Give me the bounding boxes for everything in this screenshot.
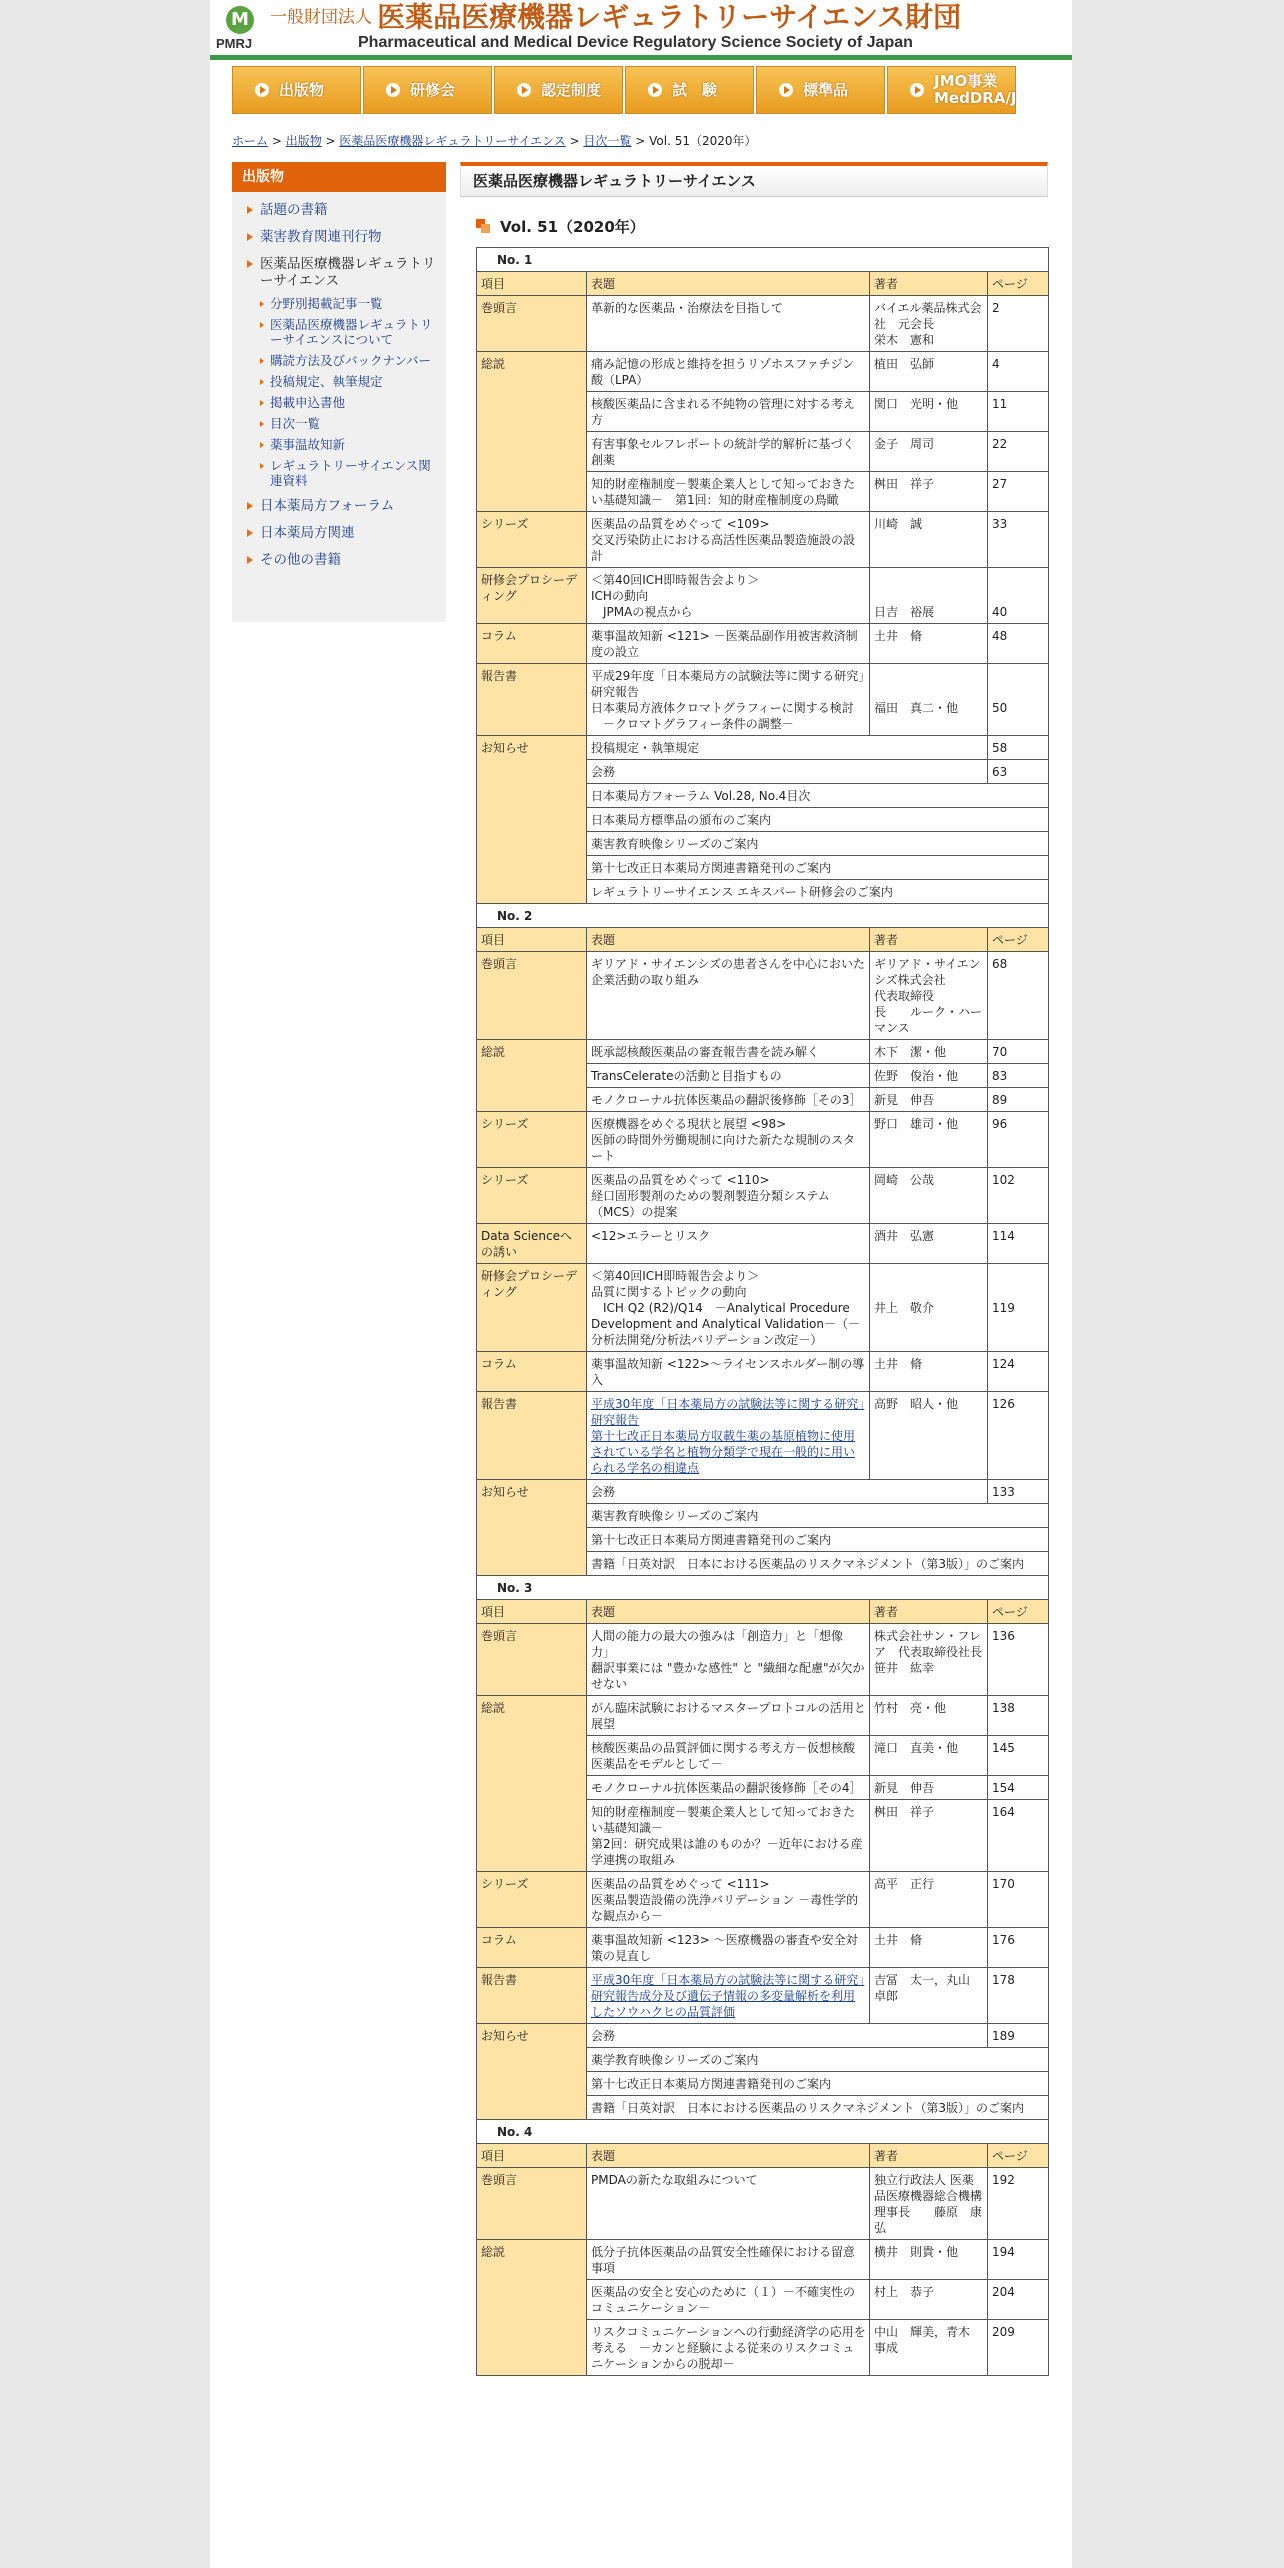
breadcrumb-link[interactable]: 医薬品医療機器レギュラトリーサイエンス	[339, 134, 566, 148]
title-cell	[587, 472, 870, 512]
page-cell: 178	[988, 1968, 1049, 2024]
breadcrumb-current: Vol. 51（2020年）	[649, 134, 757, 148]
article-title: ＜第40回ICH即時報告会より＞ ICHの動向 JPMAの視点から	[591, 573, 760, 619]
article-title: 日本薬局方標準品の頒布のご案内	[591, 813, 772, 827]
page-cell: 96	[988, 1112, 1049, 1168]
sidebar-subitem[interactable]: レギュラトリーサイエンス関連資料	[232, 458, 440, 488]
author-cell: 日吉 裕展	[870, 568, 988, 624]
heading-square-icon	[476, 219, 490, 233]
title-cell	[587, 1552, 1049, 1576]
article-title: 会務	[591, 765, 616, 779]
category-cell: コラム	[477, 1352, 587, 1392]
article-title: 核酸医薬品の品質評価に関する考え方－仮想核酸医薬品をモデルとして－	[591, 1741, 856, 1771]
article-title: 薬害教育映像シリーズのご案内	[591, 837, 759, 851]
title-cell	[587, 1504, 1049, 1528]
page-cell: 33	[988, 512, 1049, 568]
table-row	[477, 1872, 1049, 1928]
title-cell	[587, 1088, 870, 1112]
sidebar-title: 出版物	[232, 162, 446, 192]
org-name-jp	[270, 2, 961, 32]
title-cell	[587, 1776, 870, 1800]
page-cell: 4	[988, 352, 1049, 392]
category-cell: お知らせ	[477, 1480, 587, 1576]
column-header: 項目	[477, 272, 587, 296]
article-title: 平成29年度「日本薬局方の試験法等に関する研究」研究報告 日本薬局方液体クロマトグラフィーに関する検討 －クロマトグラフィー条件の調整－	[591, 669, 865, 731]
table-row	[477, 624, 1049, 664]
page-cell: 126	[988, 1392, 1049, 1480]
issue-label: No. 3	[477, 1576, 1049, 1600]
title-cell	[587, 1112, 870, 1168]
sidebar-subitem[interactable]: 薬事温故知新	[232, 437, 440, 452]
column-header: 表題	[587, 272, 870, 296]
org-prefix: 一般財団法人	[270, 7, 372, 28]
table-row	[477, 512, 1049, 568]
nav-button-0[interactable]	[232, 66, 361, 114]
article-title: 会務	[591, 2029, 616, 2043]
author-cell: バイエル薬品株式会社 元会長 栄木 憲和	[870, 296, 988, 352]
column-header: 著者	[870, 1600, 988, 1624]
page-cell: 114	[988, 1224, 1049, 1264]
title-cell	[587, 2240, 870, 2280]
title-cell	[587, 736, 988, 760]
article-title: 薬事温故知新 <121> －医薬品副作用被害救済制度の設立	[591, 629, 858, 659]
article-title: がん臨床試験におけるマスタープロトコルの活用と展望	[591, 1701, 866, 1731]
category-cell: 総説	[477, 352, 587, 512]
article-title: 医療機器をめぐる現状と展望 <98> 医師の時間外労働規制に向けた新たな規制のスタート	[591, 1117, 856, 1163]
table-row	[477, 664, 1049, 736]
sidebar-subitem[interactable]: 投稿規定、執筆規定	[232, 374, 440, 389]
article-title: 薬事温故知新 <123> ～医療機器の審査や安全対策の見直し	[591, 1933, 858, 1963]
author-cell: 吉冨 太一，丸山 卓郎	[870, 1968, 988, 2024]
issue-row	[477, 1576, 1049, 1600]
category-cell: コラム	[477, 1928, 587, 1968]
category-cell: シリーズ	[477, 1872, 587, 1928]
sidebar-subitem[interactable]: 目次一覧	[232, 416, 440, 431]
page-cell: 154	[988, 1776, 1049, 1800]
page-title: 医薬品医療機器レギュラトリーサイエンス	[460, 162, 1048, 197]
title-cell	[587, 880, 1049, 904]
nav-label: 出版物	[279, 80, 325, 99]
sidebar-subitem[interactable]: 掲載申込書他	[232, 395, 440, 410]
author-cell: 酒井 弘憲	[870, 1224, 988, 1264]
author-cell: 関口 光明・他	[870, 392, 988, 432]
title-cell	[587, 1968, 870, 2024]
issue-label: No. 1	[477, 248, 1049, 272]
org-name-main: 医薬品医療機器レギュラトリーサイエンス財団	[377, 0, 962, 34]
table-row	[477, 1168, 1049, 1224]
category-cell: 報告書	[477, 1968, 587, 2024]
header-row	[477, 272, 1049, 296]
article-title: 医薬品の品質をめぐって <110> 経口固形製剤のための製剤製造分類システム（MCS）の提案	[591, 1173, 830, 1219]
author-cell: 村上 恭子	[870, 2280, 988, 2320]
title-cell	[587, 760, 988, 784]
author-cell: 井上 敬介	[870, 1264, 988, 1352]
title-cell	[587, 512, 870, 568]
table-row	[477, 2024, 1049, 2048]
category-cell: 巻頭言	[477, 296, 587, 352]
table-row	[477, 1392, 1049, 1480]
page-cell: 70	[988, 1040, 1049, 1064]
category-cell: お知らせ	[477, 2024, 587, 2120]
title-cell	[587, 1064, 870, 1088]
category-cell: 報告書	[477, 664, 587, 736]
article-title: モノクローナル抗体医薬品の翻訳後修飾［その4］	[591, 1781, 862, 1795]
page-cell: 102	[988, 1168, 1049, 1224]
table-row	[477, 2168, 1049, 2240]
article-title: 第十七改正日本薬局方関連書籍発刊のご案内	[591, 861, 832, 875]
article-title: 投稿規定・執筆規定	[591, 741, 700, 755]
table-row	[477, 296, 1049, 352]
author-cell: 佐野 俊治・他	[870, 1064, 988, 1088]
article-title: 医薬品の品質をめぐって <111> 医薬品製造設備の洗浄バリデーション －毒性学的な観点から－	[591, 1877, 859, 1923]
main-nav	[232, 66, 1030, 116]
site-header	[210, 0, 1072, 58]
issue-label: No. 4	[477, 2120, 1049, 2144]
article-title: 薬学教育映像シリーズのご案内	[591, 2053, 759, 2067]
table-row	[477, 952, 1049, 1040]
column-header: 著者	[870, 928, 988, 952]
category-cell: シリーズ	[477, 1112, 587, 1168]
author-cell: 桝田 祥子	[870, 1800, 988, 1872]
header-divider	[210, 55, 1072, 60]
table-row	[477, 1352, 1049, 1392]
sidebar-item[interactable]: 医薬品医療機器レギュラトリーサイエンス	[232, 256, 440, 290]
issue-label: No. 2	[477, 904, 1049, 928]
title-cell	[587, 1736, 870, 1776]
issue-row	[477, 904, 1049, 928]
author-cell: 土井 脩	[870, 1352, 988, 1392]
breadcrumb-separator: >	[631, 134, 650, 148]
page-cell: 50	[988, 664, 1049, 736]
article-title: ギリアド・サイエンシズの患者さんを中心においた企業活動の取り組み	[591, 957, 866, 987]
title-cell	[587, 1392, 870, 1480]
header-row	[477, 1600, 1049, 1624]
table-row	[477, 352, 1049, 392]
page-cell: 48	[988, 624, 1049, 664]
title-cell	[587, 1168, 870, 1224]
page-cell: 133	[988, 1480, 1049, 1504]
breadcrumb-separator: >	[268, 134, 286, 148]
breadcrumb-link[interactable]: ホーム	[232, 134, 269, 148]
table-row	[477, 2240, 1049, 2280]
table-row	[477, 1696, 1049, 1736]
article-title: 人間の能力の最大の強みは「創造力」と「想像力」 翻訳事業には "豊かな感性" と "繊細な配慮"が欠かせない	[591, 1629, 865, 1691]
pmrj-logo[interactable]	[216, 6, 266, 52]
article-title: モノクローナル抗体医薬品の翻訳後修飾［その3］	[591, 1093, 862, 1107]
author-cell: 竹村 亮・他	[870, 1696, 988, 1736]
nav-arrow-icon	[648, 83, 662, 97]
title-cell	[587, 624, 870, 664]
category-cell: コラム	[477, 624, 587, 664]
title-cell	[587, 808, 1049, 832]
page-cell: 22	[988, 432, 1049, 472]
article-title: 核酸医薬品に含まれる不純物の管理に対する考え方	[591, 397, 856, 427]
article-title: 書籍「日英対訳 日本における医薬品のリスクマネジメント（第3版）」のご案内	[591, 2101, 1025, 2115]
page-cell: 119	[988, 1264, 1049, 1352]
page-cell: 63	[988, 760, 1049, 784]
author-cell: 岡崎 公哉	[870, 1168, 988, 1224]
sidebar-list	[232, 202, 446, 569]
nav-label: 認定制度	[541, 80, 602, 99]
title-cell	[587, 392, 870, 432]
table-row	[477, 568, 1049, 624]
title-cell	[587, 784, 1049, 808]
table-row	[477, 1112, 1049, 1168]
column-header: 項目	[477, 1600, 587, 1624]
title-cell	[587, 1696, 870, 1736]
page-cell: 204	[988, 2280, 1049, 2320]
nav-arrow-icon	[386, 83, 400, 97]
author-cell: 植田 弘師	[870, 352, 988, 392]
sidebar-subitem[interactable]: 購読方法及びバックナンバー	[232, 353, 440, 368]
page-cell: 209	[988, 2320, 1049, 2376]
title-cell	[587, 952, 870, 1040]
category-cell: 巻頭言	[477, 2168, 587, 2240]
title-cell	[587, 568, 870, 624]
page-cell: 124	[988, 1352, 1049, 1392]
title-cell	[587, 1624, 870, 1696]
category-cell: 総説	[477, 2240, 587, 2376]
breadcrumb-separator: >	[321, 134, 340, 148]
article-title: 日本薬局方フォーラム Vol.28, No.4目次	[591, 789, 811, 803]
nav-label: JMO事業 MedDRA/J	[934, 72, 1017, 107]
page-cell: 2	[988, 296, 1049, 352]
nav-arrow-icon	[779, 83, 793, 97]
logo-abbr: PMRJ	[216, 36, 253, 51]
column-header: ページ	[988, 928, 1049, 952]
logo-mark-icon: M	[226, 6, 254, 34]
author-cell: 高平 正行	[870, 1872, 988, 1928]
article-title: <12>エラーとリスク	[591, 1229, 711, 1243]
author-cell: 株式会社サン・フレア 代表取締役社長 笹井 紘幸	[870, 1624, 988, 1696]
category-cell: お知らせ	[477, 736, 587, 904]
page-cell: 58	[988, 736, 1049, 760]
page-cell: 89	[988, 1088, 1049, 1112]
issue-row	[477, 248, 1049, 272]
author-cell: 独立行政法人 医薬品医療機器総合機構 理事長 藤原 康弘	[870, 2168, 988, 2240]
column-header: 項目	[477, 928, 587, 952]
author-cell: 野口 雄司・他	[870, 1112, 988, 1168]
article-title: 有害事象セルフレポートの統計学的解析に基づく創薬	[591, 437, 855, 467]
article-link[interactable]: 平成30年度「日本薬局方の試験法等に関する研究」研究報告 第十七改正日本薬局方収載生薬の基原植物に使用されている学名と植物分類学で現在一般的に用いられる学名の相違点	[591, 1397, 865, 1475]
nav-label: 標準品	[803, 80, 849, 99]
page-cell: 11	[988, 392, 1049, 432]
nav-button-1[interactable]	[363, 66, 492, 114]
column-header: ページ	[988, 2144, 1049, 2168]
title-cell	[587, 664, 870, 736]
nav-arrow-icon	[910, 83, 924, 97]
column-header: 著者	[870, 2144, 988, 2168]
nav-label: 試 験	[672, 80, 718, 99]
title-cell	[587, 2048, 1049, 2072]
category-cell: シリーズ	[477, 1168, 587, 1224]
title-cell	[587, 1040, 870, 1064]
article-link[interactable]: 平成30年度「日本薬局方の試験法等に関する研究」研究報告成分及び遺伝子情報の多変量解析を利用したソウハクヒの品質評価	[591, 1973, 865, 2019]
author-cell: 土井 脩	[870, 1928, 988, 1968]
header-row	[477, 2144, 1049, 2168]
title-cell	[587, 1480, 988, 1504]
title-cell	[587, 1224, 870, 1264]
title-cell	[587, 296, 870, 352]
article-title: リスクコミュニケーションへの行動経済学の応用を考える －カンと経験による従来のリスクコミュニケーションからの脱却－	[591, 2325, 866, 2371]
table-row	[477, 1480, 1049, 1504]
page-cell: 83	[988, 1064, 1049, 1088]
sidebar-item[interactable]: 日本薬局方関連	[232, 525, 440, 542]
title-cell	[587, 2072, 1049, 2096]
breadcrumb-separator: >	[565, 134, 584, 148]
author-cell: 中山 輝美，青木 事成	[870, 2320, 988, 2376]
author-cell: 福田 真二・他	[870, 664, 988, 736]
column-header: 著者	[870, 272, 988, 296]
article-title: 第十七改正日本薬局方関連書籍発刊のご案内	[591, 1533, 832, 1547]
title-cell	[587, 1528, 1049, 1552]
article-title: TransCelerateの活動と目指すもの	[591, 1069, 782, 1083]
category-cell: Data Scienceへの誘い	[477, 1224, 587, 1264]
article-title: レギュラトリーサイエンス エキスパート研修会のご案内	[591, 885, 893, 899]
author-cell: 高野 昭人・他	[870, 1392, 988, 1480]
page-cell: 192	[988, 2168, 1049, 2240]
title-cell	[587, 1352, 870, 1392]
author-cell: 桝田 祥子	[870, 472, 988, 512]
author-cell: 新見 伸吾	[870, 1088, 988, 1112]
sidebar-subitem[interactable]: 分野別掲載記事一覧	[232, 296, 440, 311]
table-row	[477, 1968, 1049, 2024]
author-cell: 横井 則貴・他	[870, 2240, 988, 2280]
column-header: 項目	[477, 2144, 587, 2168]
author-cell: 金子 周司	[870, 432, 988, 472]
article-title: 医薬品の安全と安心のために（１）－不確実性のコミュニケーション－	[591, 2285, 856, 2315]
page-cell: 176	[988, 1928, 1049, 1968]
table-row	[477, 1624, 1049, 1696]
nav-button-2[interactable]	[494, 66, 623, 114]
org-name-en: Pharmaceutical and Medical Device Regulatory Science Society of Japan	[358, 34, 913, 51]
category-cell: 総説	[477, 1696, 587, 1872]
page-cell: 138	[988, 1696, 1049, 1736]
article-title: 書籍「日英対訳 日本における医薬品のリスクマネジメント（第3版）」のご案内	[591, 1557, 1025, 1571]
title-cell	[587, 2320, 870, 2376]
article-title: 第十七改正日本薬局方関連書籍発刊のご案内	[591, 2077, 832, 2091]
author-cell: 木下 潔・他	[870, 1040, 988, 1064]
category-cell: 巻頭言	[477, 1624, 587, 1696]
column-header: 表題	[587, 928, 870, 952]
table-row	[477, 1928, 1049, 1968]
column-header: 表題	[587, 1600, 870, 1624]
category-cell: 報告書	[477, 1392, 587, 1480]
category-cell: シリーズ	[477, 512, 587, 568]
table-row	[477, 1264, 1049, 1352]
title-cell	[587, 2096, 1049, 2120]
title-cell	[587, 352, 870, 392]
volume-label: Vol. 51（2020年）	[500, 218, 645, 236]
page-cell: 164	[988, 1800, 1049, 1872]
article-title: 会務	[591, 1485, 616, 1499]
category-cell: 巻頭言	[477, 952, 587, 1040]
author-cell: ギリアド・サイエンシズ株式会社 代表取締役 長 ルーク・ハーマンス	[870, 952, 988, 1040]
article-title: 医薬品の品質をめぐって <109> 交叉汚染防止における高活性医薬品製造施設の設計	[591, 517, 856, 563]
title-cell	[587, 2024, 988, 2048]
title-cell	[587, 1928, 870, 1968]
page	[210, 0, 1072, 2568]
category-cell: 研修会プロシーディング	[477, 568, 587, 624]
title-cell	[587, 1872, 870, 1928]
title-cell	[587, 1264, 870, 1352]
article-title: 既承認核酸医薬品の審査報告書を読み解く	[591, 1045, 820, 1059]
table-row	[477, 1224, 1049, 1264]
sidebar-subitem[interactable]: 医薬品医療機器レギュラトリーサイエンスについて	[232, 317, 440, 347]
article-title: PMDAの新たな取組みについて	[591, 2173, 758, 2187]
title-cell	[587, 856, 1049, 880]
page-cell: 194	[988, 2240, 1049, 2280]
author-cell: 滝口 直美・他	[870, 1736, 988, 1776]
article-title: 知的財産権制度－製薬企業人として知っておきたい基礎知識－ 第2回：研究成果は誰のものか？－近年における産学連携の取組み	[591, 1805, 863, 1867]
page-cell: 40	[988, 568, 1049, 624]
title-cell	[587, 2280, 870, 2320]
header-row	[477, 928, 1049, 952]
category-cell: 総説	[477, 1040, 587, 1112]
nav-button-3[interactable]	[625, 66, 754, 114]
author-cell: 土井 脩	[870, 624, 988, 664]
sidebar-item[interactable]: 薬害教育関連刊行物	[232, 229, 440, 246]
article-title: 革新的な医薬品・治療法を目指して	[591, 301, 784, 315]
page-cell: 27	[988, 472, 1049, 512]
column-header: 表題	[587, 2144, 870, 2168]
page-cell: 170	[988, 1872, 1049, 1928]
main-content	[460, 162, 1048, 2376]
volume-heading	[476, 217, 1048, 237]
nav-arrow-icon	[255, 83, 269, 97]
author-cell: 川崎 誠	[870, 512, 988, 568]
breadcrumb-link[interactable]: 出版物	[285, 134, 322, 148]
sidebar-item[interactable]: 日本薬局方フォーラム	[232, 498, 440, 515]
author-cell: 新見 伸吾	[870, 1776, 988, 1800]
nav-label: 研修会	[410, 80, 456, 99]
page-cell: 68	[988, 952, 1049, 1040]
page-cell: 189	[988, 2024, 1049, 2048]
category-cell: 研修会プロシーディング	[477, 1264, 587, 1352]
title-cell	[587, 432, 870, 472]
article-title: 痛み記憶の形成と維持を担うリゾホスファチジン酸（LPA）	[591, 357, 855, 387]
article-title: 薬事温故知新 <122>～ライセンスホルダー制の導入	[591, 1357, 865, 1387]
article-title: 低分子抗体医薬品の品質安全性確保における留意事項	[591, 2245, 856, 2275]
table-row	[477, 736, 1049, 760]
breadcrumb	[232, 132, 757, 149]
sidebar-item[interactable]: その他の書籍	[232, 552, 440, 569]
toc-table	[476, 247, 1049, 2376]
nav-arrow-icon	[517, 83, 531, 97]
issue-row	[477, 2120, 1049, 2144]
title-cell	[587, 1800, 870, 1872]
column-header: ページ	[988, 272, 1049, 296]
nav-button-4[interactable]	[756, 66, 885, 114]
article-title: 知的財産権制度－製薬企業人として知っておきたい基礎知識－ 第1回：知的財産権制度の鳥瞰	[591, 477, 856, 507]
sidebar-item[interactable]: 話題の書籍	[232, 202, 440, 219]
sidebar	[232, 162, 446, 622]
table-row	[477, 1040, 1049, 1064]
nav-button-5[interactable]	[887, 66, 1016, 114]
page-cell: 145	[988, 1736, 1049, 1776]
breadcrumb-link[interactable]: 目次一覧	[583, 134, 632, 148]
title-cell	[587, 832, 1049, 856]
column-header: ページ	[988, 1600, 1049, 1624]
article-title: ＜第40回ICH即時報告会より＞ 品質に関するトピックの動向 ICH Q2 (R2)/Q14 －Analytical Procedure Development and Analytical Validation－（－分析法開発/分析法バリデーション改定－）	[591, 1269, 860, 1347]
article-title: 薬害教育映像シリーズのご案内	[591, 1509, 759, 1523]
page-cell: 136	[988, 1624, 1049, 1696]
title-cell	[587, 2168, 870, 2240]
